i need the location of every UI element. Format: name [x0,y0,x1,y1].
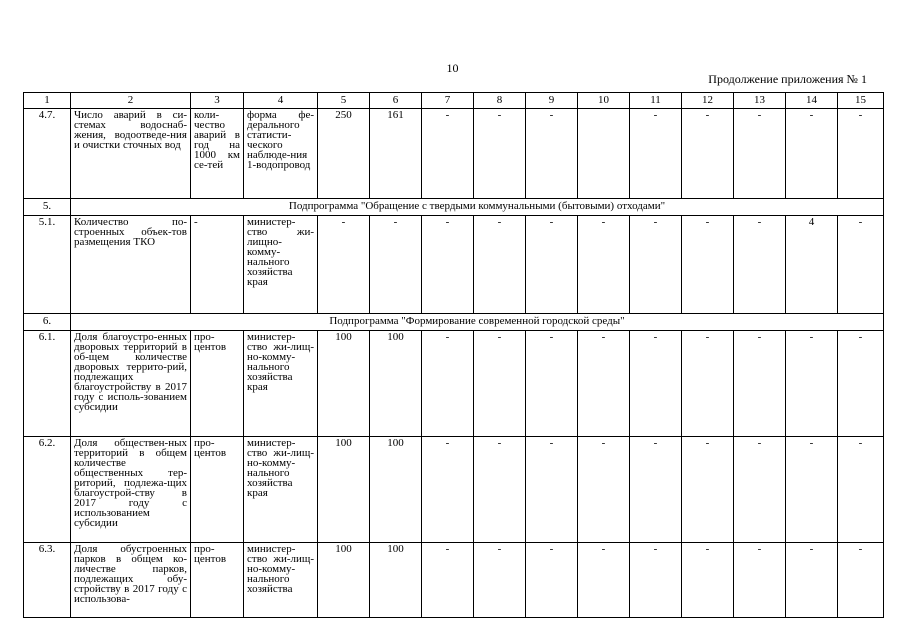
value-cell: - [630,109,682,199]
column-header-2: 2 [71,93,191,109]
indicator-name: Число аварий в си-стемах водоснаб-жения, водоотведе-ния и очистки сточных вод [71,109,191,199]
value-cell: - [682,216,734,314]
table-row [24,543,884,618]
value-cell: - [422,331,474,437]
data-source: форма фе-дерального статисти-ческого наблюде-ния 1-водопровод [244,109,318,199]
column-header-3: 3 [191,93,244,109]
value-cell: - [526,109,578,199]
table-row [24,216,884,314]
table-row [24,437,884,543]
value-cell: - [370,216,422,314]
value-cell: - [578,437,630,543]
column-header-9: 9 [526,93,578,109]
value-cell: 100 [370,437,422,543]
value-cell: - [474,109,526,199]
data-source: министер-ство жи-лищ-но-комму-нального хозяйства края [244,331,318,437]
value-cell: 161 [370,109,422,199]
value-cell: - [682,543,734,618]
value-cell: - [786,331,838,437]
value-cell: - [526,437,578,543]
column-header-6: 6 [370,93,422,109]
value-cell: - [578,216,630,314]
value-cell: - [578,543,630,618]
section-row [24,314,884,331]
value-cell: 100 [370,543,422,618]
unit: про-центов [191,543,244,618]
column-header-14: 14 [786,93,838,109]
value-cell: - [422,437,474,543]
column-header-10: 10 [578,93,630,109]
row-number: 6.2. [24,437,71,543]
value-cell: - [734,437,786,543]
value-cell [578,109,630,199]
value-cell: - [630,437,682,543]
value-cell: 100 [318,331,370,437]
indicator-name: Доля благоустро-енных дворовых территорий в об-щем количестве дворовых террито-рий, подлежащих благоустройству в 2017 году с исполь-зованием субсидии [71,331,191,437]
section-number: 5. [24,199,71,216]
value-cell: - [734,331,786,437]
column-header-7: 7 [422,93,474,109]
column-header-8: 8 [474,93,526,109]
value-cell: - [422,109,474,199]
unit: - [191,216,244,314]
value-cell: - [682,437,734,543]
value-cell: - [734,543,786,618]
page-number: 10 [446,61,459,75]
value-cell: - [474,437,526,543]
table-row [24,331,884,437]
value-cell: - [526,543,578,618]
row-number: 4.7. [24,109,71,199]
indicators-table [23,92,884,618]
section-title: Подпрограмма "Обращение с твердыми коммунальными (бытовыми) отходами" [71,199,884,216]
value-cell: - [838,437,884,543]
value-cell: 250 [318,109,370,199]
value-cell: - [526,331,578,437]
value-cell: - [630,216,682,314]
value-cell: - [838,109,884,199]
value-cell: - [786,543,838,618]
appendix-note: Продолжение приложения № 1 [708,72,867,86]
value-cell: - [318,216,370,314]
table-row [24,109,884,199]
row-number: 6.3. [24,543,71,618]
value-cell: - [630,543,682,618]
value-cell: - [786,109,838,199]
value-cell: 4 [786,216,838,314]
column-header-4: 4 [244,93,318,109]
column-header-5: 5 [318,93,370,109]
value-cell: 100 [318,543,370,618]
column-header-15: 15 [838,93,884,109]
unit: коли-чество аварий в год на 1000 км се-тей [191,109,244,199]
indicator-name: Доля обществен-ных территорий в общем количестве общественных тер-риторий, подлежа-щих благоустрой-ству в 2017 году с использованием субсидии [71,437,191,543]
row-number: 5.1. [24,216,71,314]
data-source: министер-ство жи-лищ-но-комму-нального хозяйства [244,543,318,618]
column-header-13: 13 [734,93,786,109]
value-cell: - [474,216,526,314]
section-title: Подпрограмма "Формирование современной городской среды" [71,314,884,331]
value-cell: - [682,331,734,437]
value-cell: - [682,109,734,199]
value-cell: - [786,437,838,543]
value-cell: - [474,543,526,618]
value-cell: - [526,216,578,314]
value-cell: - [838,543,884,618]
value-cell: - [422,216,474,314]
value-cell: - [734,109,786,199]
value-cell: - [630,331,682,437]
value-cell: 100 [370,331,422,437]
data-source: министер-ство жи-лищно-комму-нального хозяйства края [244,216,318,314]
section-row [24,199,884,216]
indicator-name: Количество по-строенных объек-тов размещения ТКО [71,216,191,314]
unit: про-центов [191,331,244,437]
column-header-row [24,93,884,109]
column-header-1: 1 [24,93,71,109]
value-cell: - [734,216,786,314]
value-cell: - [578,331,630,437]
indicator-name: Доля обустроенных парков в общем ко-личестве парков, подлежащих обу-стройству в 2017 году с использова- [71,543,191,618]
section-number: 6. [24,314,71,331]
value-cell: - [838,216,884,314]
value-cell: - [474,331,526,437]
value-cell: - [422,543,474,618]
column-header-11: 11 [630,93,682,109]
value-cell: 100 [318,437,370,543]
row-number: 6.1. [24,331,71,437]
unit: про-центов [191,437,244,543]
data-source: министер-ство жи-лищ-но-комму-нального хозяйства края [244,437,318,543]
column-header-12: 12 [682,93,734,109]
value-cell: - [838,331,884,437]
